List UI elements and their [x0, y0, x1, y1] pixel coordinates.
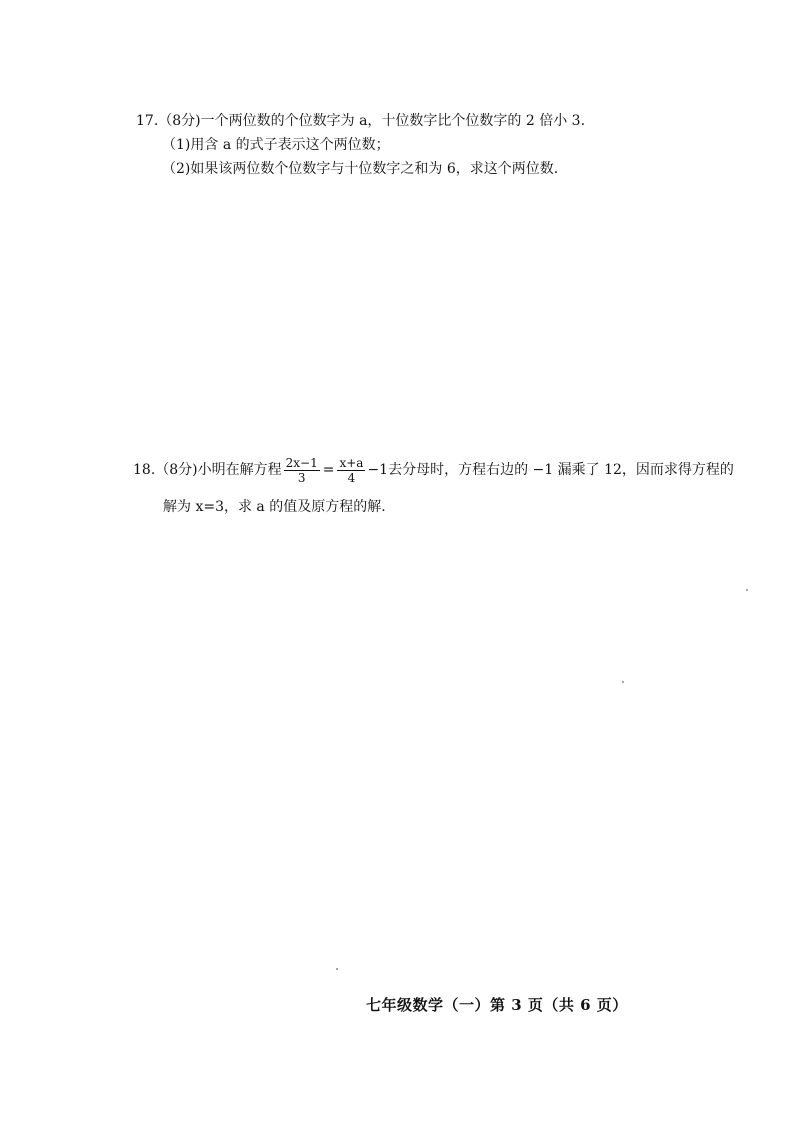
fraction-left	[284, 456, 320, 485]
fraction-left-numerator: 2x−1	[285, 455, 318, 470]
equals-sign: =	[322, 462, 335, 478]
question-18-line-2: 解为 x=3，求 a 的值及原方程的解.	[163, 499, 386, 515]
question-17-stem: 17.（8分)一个两位数的个位数字为 a，十位数字比个位数字的 2 倍小 3.	[136, 113, 586, 129]
fraction-left-denominator: 3	[297, 470, 306, 485]
question-17-part-1: （1)用含 a 的式子表示这个两位数；	[162, 137, 390, 153]
question-17-part-2: （2)如果该两位数个位数字与十位数字之和为 6，求这个两位数.	[162, 161, 559, 177]
scan-speck	[336, 968, 338, 970]
question-18-line-1	[133, 450, 734, 490]
question-18-prefix: 18.（8分)小明在解方程	[133, 462, 282, 478]
minus-one: −1	[367, 462, 389, 478]
fraction-right-denominator: 4	[347, 470, 356, 485]
fraction-right-numerator: x+a	[339, 455, 364, 470]
scan-speck	[622, 681, 624, 683]
fraction-right	[337, 456, 365, 485]
question-18	[133, 450, 734, 518]
question-18-suffix: 去分母时，方程右边的 −1 漏乘了 12，因而求得方程的	[388, 462, 734, 478]
page-footer: 七年级数学（一）第 3 页（共 6 页）	[366, 996, 628, 1014]
question-17	[136, 110, 585, 182]
scan-speck	[746, 589, 748, 591]
